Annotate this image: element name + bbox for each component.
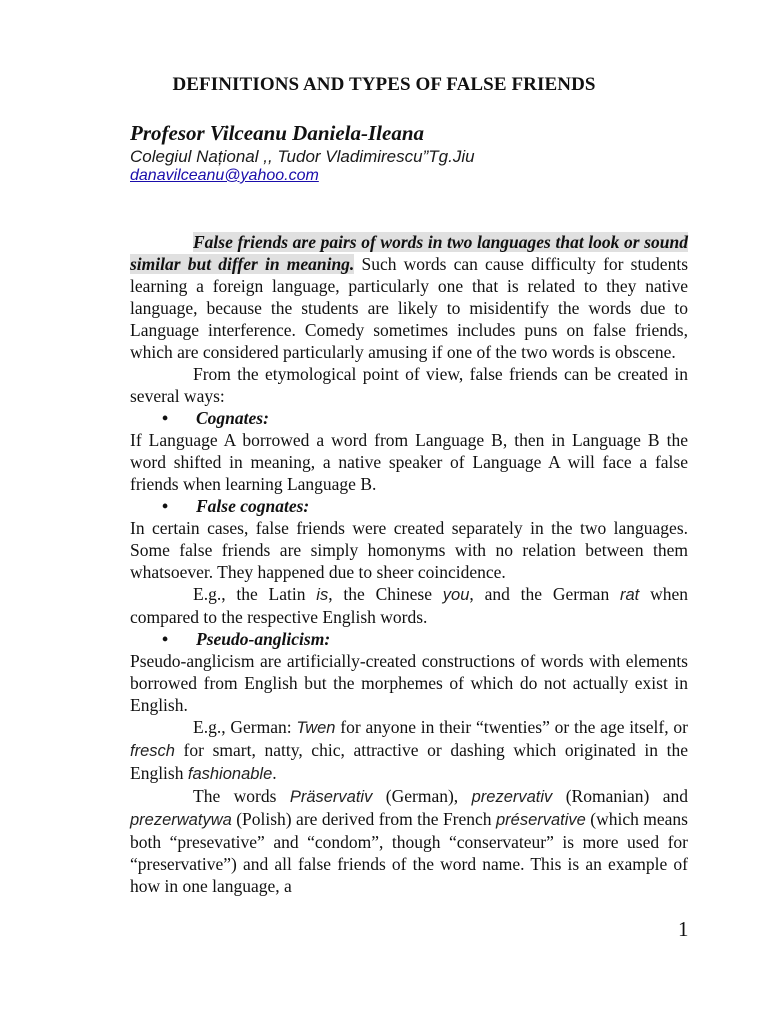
bullet-icon: • [162,408,169,428]
paragraph-false-cognates: In certain cases, false friends were created separately in the two languages. Some false friends are simply homonyms with no relation between them whatsoever. They happened due to sheer coincidence. [130,518,688,582]
paragraph-example-german: E.g., German: Twen for anyone in their “twenties” or the age itself, or fresch for smart, natty, chic, attractive or dashing which originated in the English fashionable. [130,717,688,783]
bullet-cognates: • Cognates: [162,408,269,428]
document-title: DEFINITIONS AND TYPES OF FALSE FRIENDS [172,74,596,95]
paragraph-intro: False friends are pairs of words in two languages that look or sound similar but differ in meaning. Such words can cause difficulty for students learning a foreign language, particularly one that is related to they native language, because the students are likely to misidentify the words due to Language interference. Comedy sometimes includes puns on false friends, which are considered particularly amusing if one of the two words is obscene. [130,232,689,362]
author-affiliation: Colegiul Național ,, Tudor Vladimirescu”Tg.Jiu [130,147,475,166]
paragraph-preservative: The words Präservativ (German), prezervativ (Romanian) and prezerwatywa (Polish) are derived from the French préservative (which means both “presevative” and “condom”, though “conservateur” is more used for “preservative”) and all false friends of the word name. This is an example of how in one language, a [130,786,688,896]
paragraph-cognates: If Language A borrowed a word from Language B, then in Language B the word shifted in meaning, a native speaker of Language A will face a false friends when learning Language B. [130,430,688,494]
author-email-link[interactable]: danavilceanu@yahoo.com [130,167,319,184]
paragraph-example-latin: E.g., the Latin is, the Chinese you, and the German rat when compared to the respective English words. [130,584,688,627]
highlighted-definition: False friends are pairs of words in two languages that look or sound similar but differ in meaning. [130,232,688,274]
bullet-icon: • [162,629,169,649]
paragraph-etymology: From the etymological point of view, false friends can be created in several ways: [130,364,688,406]
page-number: 1 [678,917,689,941]
document-body [130,231,688,897]
author-name: Profesor Vilceanu Daniela-Ileana [130,121,425,145]
bullet-pseudo-anglicism: • Pseudo-anglicism: [162,629,331,649]
bullet-false-cognates: • False cognates: [162,496,310,516]
paragraph-pseudo-anglicism: Pseudo-anglicism are artificially-created constructions of words with elements borrowed from English but the morphemes of which do not actually exist in English. [130,651,688,715]
bullet-icon: • [162,496,169,516]
